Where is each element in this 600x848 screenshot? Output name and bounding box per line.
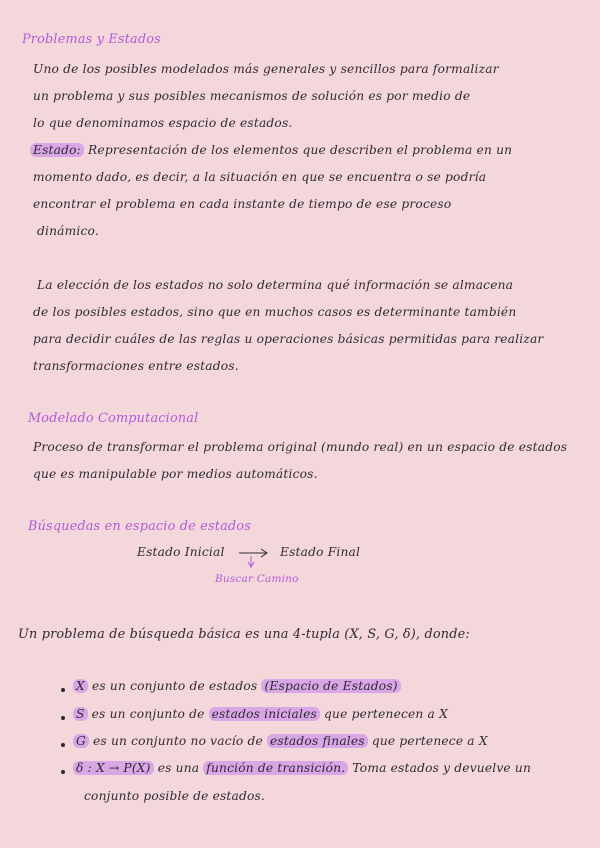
bullet-highlight: función de transición. (203, 761, 348, 775)
paragraph-line: La elección de los estados no solo determina qué información se almacena (37, 278, 514, 292)
bullet-text: es un conjunto no vacío de (88, 734, 267, 748)
bullet-dot (61, 716, 65, 720)
bullet-symbol: X (73, 679, 88, 693)
bullet-symbol: G (73, 734, 89, 748)
bullet-highlight: estados finales (267, 734, 368, 748)
diagram-final-state: Estado Final (280, 545, 361, 559)
section-title-problemas: Problemas y Estados (22, 32, 161, 47)
section-title-busquedas: Búsquedas en espacio de estados (28, 519, 251, 534)
paragraph-line: de los posibles estados, sino que en muchos casos es determinante también (33, 305, 517, 319)
bullet-text: es un conjunto de estados (87, 679, 262, 693)
definition-intro: Un problema de búsqueda básica es una 4-tupla (X, S, G, δ), donde: (18, 627, 470, 642)
bullet-item (73, 734, 488, 748)
bullet-symbol: δ : X → P(X) (73, 761, 154, 775)
bullet-text-post: que pertenecen a X (319, 707, 448, 721)
bullet-text: es una (153, 761, 204, 775)
bullet-item (73, 707, 448, 721)
bullet-dot (61, 770, 65, 774)
bullet-highlight: estados iniciales (209, 707, 320, 721)
bullet-text-post: que pertenece a X (367, 734, 488, 748)
bullet-symbol: S (73, 707, 88, 721)
bullet-text-post: Toma estados y devuelve un (348, 761, 532, 775)
paragraph-line: para decidir cuáles de las reglas u operaciones básicas permitidas para realizar (33, 332, 544, 346)
paragraph-line: que es manipulable por medios automáticos. (33, 467, 318, 481)
paragraph-line: momento dado, es decir, a la situación en que se encuentra o se podría (33, 170, 487, 184)
paragraph-line: dinámico. (37, 224, 99, 238)
bullet-dot (61, 688, 65, 692)
estado-definition-line (30, 143, 512, 157)
paragraph-line: un problema y sus posibles mecanismos de solución es por medio de (33, 89, 471, 103)
paragraph-line: Uno de los posibles modelados más generales y sencillos para formalizar (33, 62, 499, 76)
paragraph-line: Proceso de transformar el problema original (mundo real) en un espacio de estados (33, 440, 568, 454)
paragraph-line: lo que denominamos espacio de estados. (33, 116, 293, 130)
paragraph-line: encontrar el problema en cada instante de tiempo de ese proceso (33, 197, 452, 211)
paragraph-line: transformaciones entre estados. (33, 359, 239, 373)
bullet-dot (61, 743, 65, 747)
diagram-initial-state: Estado Inicial (137, 545, 225, 559)
estado-text: Representación de los elementos que describen el problema en un (88, 143, 513, 157)
bullet-text: es un conjunto de (87, 707, 209, 721)
diagram-path-label: Buscar Camino (215, 573, 299, 585)
estado-label: Estado: (30, 143, 84, 157)
paragraph-line: conjunto posible de estados. (84, 789, 266, 803)
bullet-highlight: (Espacio de Estados) (261, 679, 400, 693)
bullet-item (73, 679, 401, 693)
section-title-modelado: Modelado Computacional (28, 411, 199, 426)
bullet-item (73, 761, 531, 775)
